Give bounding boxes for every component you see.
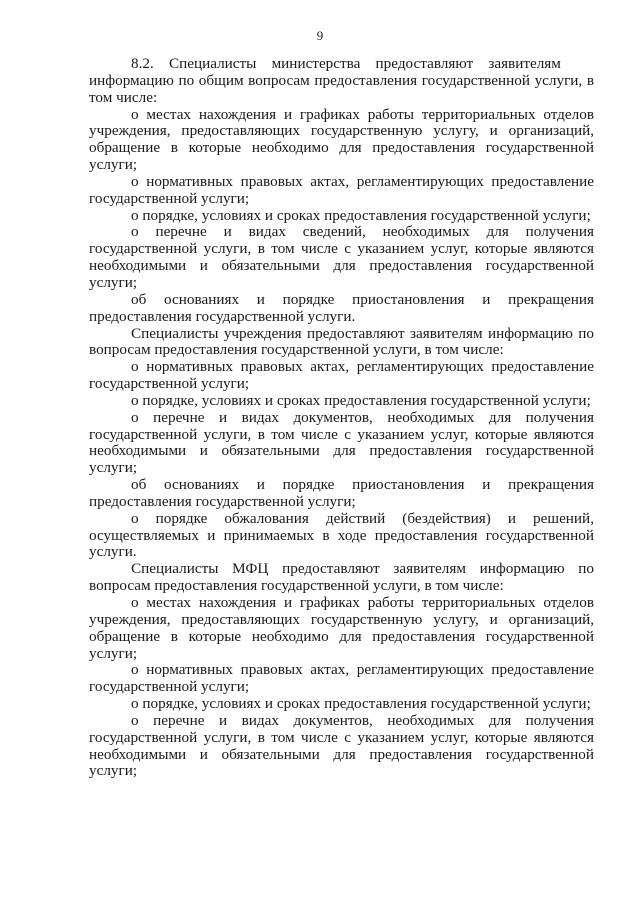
page-number: 9 (316, 28, 324, 43)
paragraph-mfc-locations: о местах нахождения и графиках работы территориальных отделов учреждения, предоставляющих государственную услугу, и организаций, обращение в которые необходимо для предоставления государственной услуги; (89, 594, 594, 662)
paragraph-mfc-intro: Специалисты МФЦ предоставляют заявителям информацию по вопросам предоставления государственной услуги, в том числе: (89, 560, 594, 595)
paragraph-8-2-intro: 8.2. Специалисты министерства предоставляют заявителям информацию по общим вопросам предоставления государственной услуги, в том числе: (89, 55, 594, 106)
paragraph-ministry-information-list: о перечне и видах сведений, необходимых для получения государственной услуги, в том числе с указанием услуг, которые являются необходимыми и обязательными для предоставления государственной услуги; (89, 223, 594, 291)
paragraph-institution-procedure: о порядке, условиях и сроках предоставления государственной услуги; (131, 391, 591, 409)
paragraph-institution-appeal: о порядке обжалования действий (бездействия) и решений, осуществляемых и принимаемых в ходе предоставления государственной услуги. (89, 509, 594, 561)
paragraph-institution-documents-list: о перечне и видах документов, необходимых для получения государственной услуги, в том числе с указанием услуг, которые являются необходимыми и обязательными для предоставления государственной услуги; (89, 408, 594, 477)
paragraph-ministry-locations: о местах нахождения и графиках работы территориальных отделов учреждения, предоставляющих государственную услугу, и организаций, обращение в которые необходимо для предоставления государственной услуги; (89, 105, 594, 174)
paragraph-mfc-procedure: о порядке, условиях и сроках предоставления государственной услуги; (131, 695, 591, 713)
paragraph-ministry-suspension: об основаниях и порядке приостановления и прекращения предоставления государственной услуги. (89, 290, 594, 325)
paragraph-institution-legal-acts: о нормативных правовых актах, регламентирующих предоставление государственной услуги; (89, 358, 594, 393)
paragraph-mfc-legal-acts: о нормативных правовых актах, регламентирующих предоставление государственной услуги; (89, 661, 594, 696)
paragraph-institution-suspension: об основаниях и порядке приостановления и прекращения предоставления государственной услуги; (89, 476, 594, 510)
paragraph-ministry-legal-acts: о нормативных правовых актах, регламентирующих предоставление государственной услуги; (89, 172, 594, 207)
paragraph-institution-intro: Специалисты учреждения предоставляют заявителям информацию по вопросам предоставления государственной услуги, в том числе: (89, 324, 594, 359)
paragraph-mfc-documents-list: о перечне и видах документов, необходимых для получения государственной услуги, в том числе с указанием услуг, которые являются необходимыми и обязательными для предоставления государственной услуги; (89, 711, 594, 780)
paragraph-ministry-procedure: о порядке, условиях и сроках предоставления государственной услуги; (131, 206, 591, 224)
document-body (89, 56, 594, 780)
